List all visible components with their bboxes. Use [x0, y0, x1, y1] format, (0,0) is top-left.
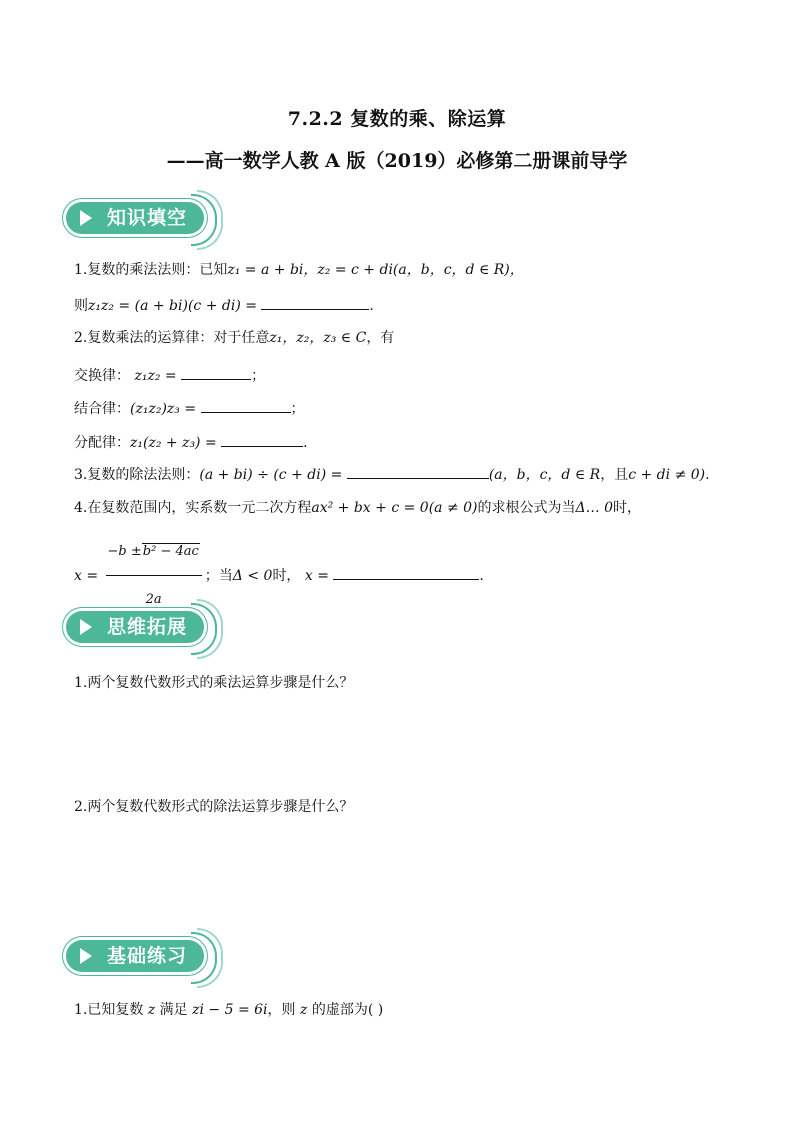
knowledge-line-3 — [74, 328, 394, 348]
math: z₁(z₂ + z₃) = — [130, 435, 217, 451]
answer-blank[interactable] — [181, 365, 251, 380]
section-badge-knowledge — [63, 199, 207, 237]
math: Δ… 0 — [575, 500, 613, 516]
doc-title: 7.2.2 复数的乘、除运算 — [287, 108, 507, 130]
section-badge-thinking — [63, 608, 207, 646]
text: ； — [290, 401, 305, 417]
math: −b ± — [107, 544, 142, 559]
label: 交换律： — [74, 368, 130, 384]
knowledge-line-1 — [74, 260, 524, 280]
play-icon — [80, 619, 92, 635]
play-icon — [80, 948, 92, 964]
text: 时， — [272, 568, 301, 584]
text: 的求根公式为当 — [477, 500, 576, 516]
math: z₁z₂ = — [134, 368, 177, 384]
text: 1.已知复数 — [74, 1002, 144, 1018]
math: zi − 5 = 6i — [192, 1002, 268, 1018]
text: ，且 — [600, 467, 629, 483]
math: z₁z₂ = (a + bi)(c + di) = — [88, 298, 257, 314]
knowledge-line-9: x = $\frac{\text{−b ±b² − 4ac}}{2a}$ ；当Δ < 0时， x = . — [74, 530, 484, 622]
math: Δ < 0 — [232, 568, 273, 584]
math: z — [299, 1002, 308, 1018]
text: 满足 — [159, 1002, 188, 1018]
text: 4.在复数范围内，实系数一元二次方程 — [74, 500, 312, 516]
thinking-question-2: 2.两个复数代数形式的除法运算步骤是什么？ — [74, 799, 354, 815]
math: (a，b，c，d ∈ R — [488, 467, 601, 483]
formula-denominator: 2a — [145, 592, 162, 607]
text: ； — [251, 368, 266, 384]
math: z₁，z₂，z₃ ∈ C — [269, 330, 367, 346]
text: 3.复数的除法法则： — [74, 467, 200, 483]
answer-blank[interactable] — [333, 565, 479, 580]
answer-blank[interactable] — [261, 295, 369, 310]
answer-blank[interactable] — [347, 464, 489, 479]
text: ；当 — [204, 568, 233, 584]
math: c + di ≠ 0) — [628, 467, 706, 483]
answer-blank[interactable] — [201, 398, 291, 413]
text: 1.复数的乘法法则：已知 — [74, 262, 228, 278]
math: (z₁z₂)z₃ = — [130, 401, 197, 417]
math: ax² + bx + c = 0(a ≠ 0) — [311, 500, 478, 516]
play-icon — [80, 210, 92, 226]
text: 2.复数乘法的运算律：对于任意 — [74, 330, 270, 346]
knowledge-line-5 — [74, 398, 305, 419]
section-title: 知识填空 — [107, 207, 188, 229]
text: 则 — [74, 298, 88, 314]
knowledge-line-2: 则z₁z₂ = (a + bi)(c + di) = . — [74, 295, 374, 316]
practice-question-1 — [74, 1000, 383, 1020]
label: 结合律： — [74, 401, 130, 417]
sqrt-radicand: b² − 4ac — [142, 544, 199, 559]
knowledge-line-7: 3.复数的除法法则：(a + bi) ÷ (c + di) = (a，b，c，d ∈ R，且c + di ≠ 0). — [74, 464, 710, 485]
section-badge-practice — [63, 937, 207, 975]
formula-numerator — [106, 530, 202, 576]
text: ，则 — [267, 1002, 296, 1018]
knowledge-line-8 — [74, 498, 641, 518]
text: ，有 — [366, 330, 395, 346]
text: 的虚部为( ) — [311, 1002, 384, 1018]
math: z — [147, 1002, 156, 1018]
doc-subtitle: ——高一数学人教 A 版（2019）必修第二册课前导学 — [166, 150, 628, 172]
section-title: 基础练习 — [107, 945, 188, 967]
label: 分配律： — [74, 435, 130, 451]
knowledge-line-6: 分配律：z₁(z₂ + z₃) = . — [74, 432, 308, 453]
section-title: 思维拓展 — [107, 616, 188, 638]
math: z₁ = a + bi，z₂ = c + di(a，b，c，d ∈ R)， — [227, 262, 524, 278]
answer-blank[interactable] — [221, 432, 303, 447]
knowledge-line-4 — [74, 365, 265, 386]
math: x = — [304, 568, 329, 584]
thinking-question-1: 1.两个复数代数形式的乘法运算步骤是什么？ — [74, 675, 354, 691]
text: 时， — [613, 500, 641, 516]
math: x = — [74, 568, 99, 584]
math: (a + bi) ÷ (c + di) = — [199, 467, 343, 483]
